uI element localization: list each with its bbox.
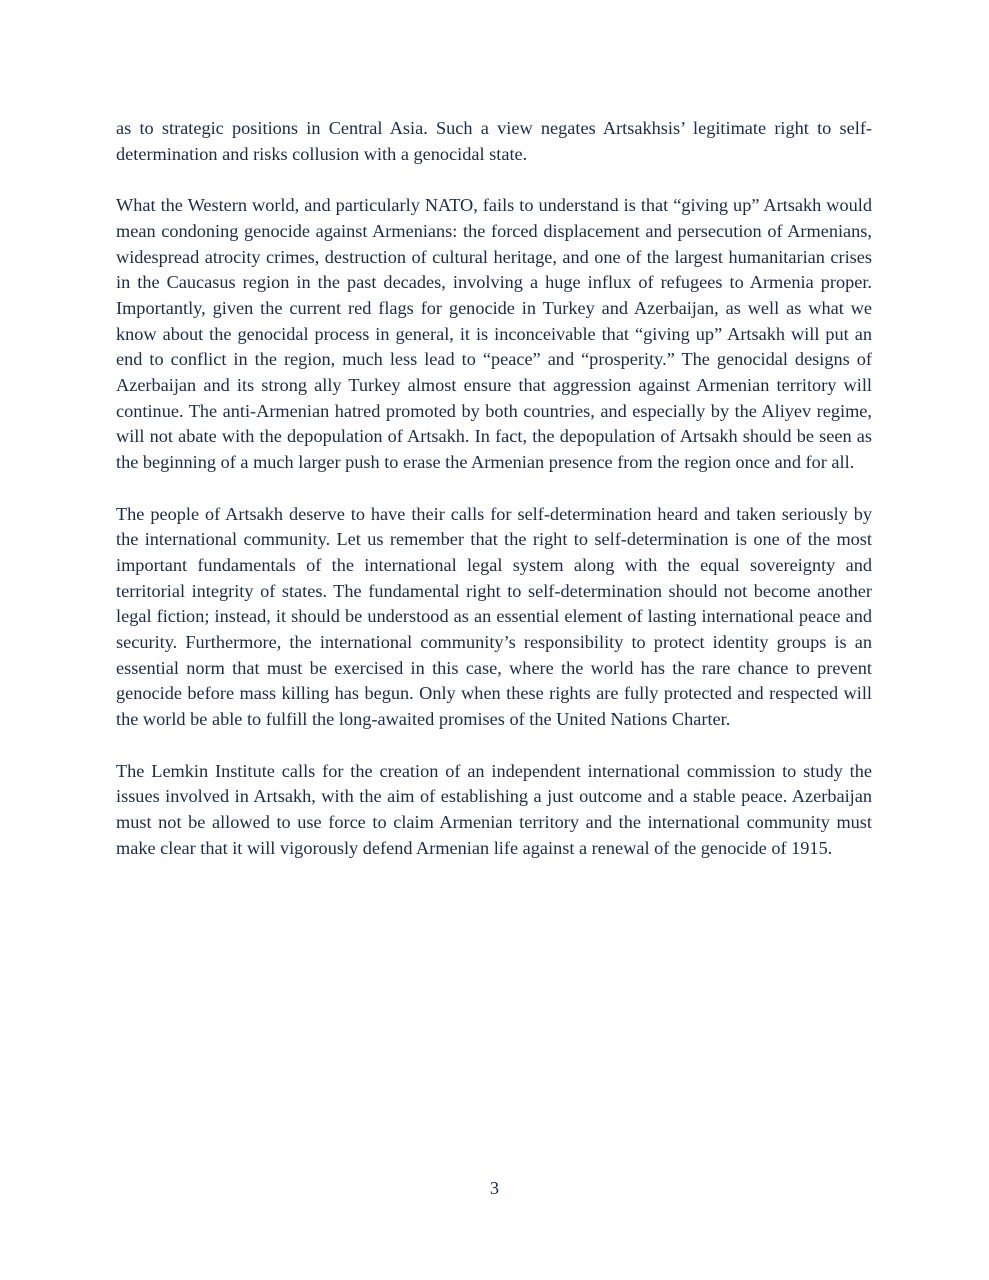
- page-number: 3: [489, 1178, 500, 1198]
- paragraph-3: The people of Artsakh deserve to have their calls for self-determination heard and taken seriously by the international community. Let us remember that the right to self-determination is one of the most important fundamentals of the international legal system along with the equal sovereignty and territorial integrity of states. The fundamental right to self-determination should not become another legal fiction; instead, it should be understood as an essential element of lasting international peace and security. Furthermore, the international community’s responsibility to protect identity groups is an essential norm that must be exercised in this case, where the world has the rare chance to prevent genocide before mass killing has begun. Only when these rights are fully protected and respected will the world be able to fulfill the long-awaited promises of the United Nations Charter.: [116, 503, 872, 730]
- paragraph-2: What the Western world, and particularly NATO, fails to understand is that “giving up” Artsakh would mean condoning genocide against Armenians: the forced displacement and persecution of Armenians, widespread atrocity crimes, destruction of cultural heritage, and one of the largest humanitarian crises in the Caucasus region in the past decades, involving a huge influx of refugees to Armenia proper. Importantly, given the current red flags for genocide in Turkey and Azerbaijan, as well as what we know about the genocidal process in general, it is inconceivable that “giving up” Artsakh will put an end to conflict in the region, much less lead to “peace” and “prosperity.” The genocidal designs of Azerbaijan and its strong ally Turkey almost ensure that aggression against Armenian territory will continue. The anti-Armenian hatred promoted by both countries, and especially by the Aliyev regime, will not abate with the depopulation of Artsakh. In fact, the depopulation of Artsakh should be seen as the beginning of a much larger push to erase the Armenian presence from the region once and for all.: [116, 195, 872, 473]
- paragraph-4: The Lemkin Institute calls for the creation of an independent international commission to study the issues involved in Artsakh, with the aim of establishing a just outcome and a stable peace. Azerbaijan must not be allowed to use force to claim Armenian territory and the international community must make clear that it will vigorously defend Armenian life against a renewal of the genocide of 1915.: [116, 760, 872, 858]
- paragraph-1: as to strategic positions in Central Asia. Such a view negates Artsakhsis’ legitimate right to self-determination and risks collusion with a genocidal state.: [116, 118, 872, 164]
- document-body: [116, 116, 872, 887]
